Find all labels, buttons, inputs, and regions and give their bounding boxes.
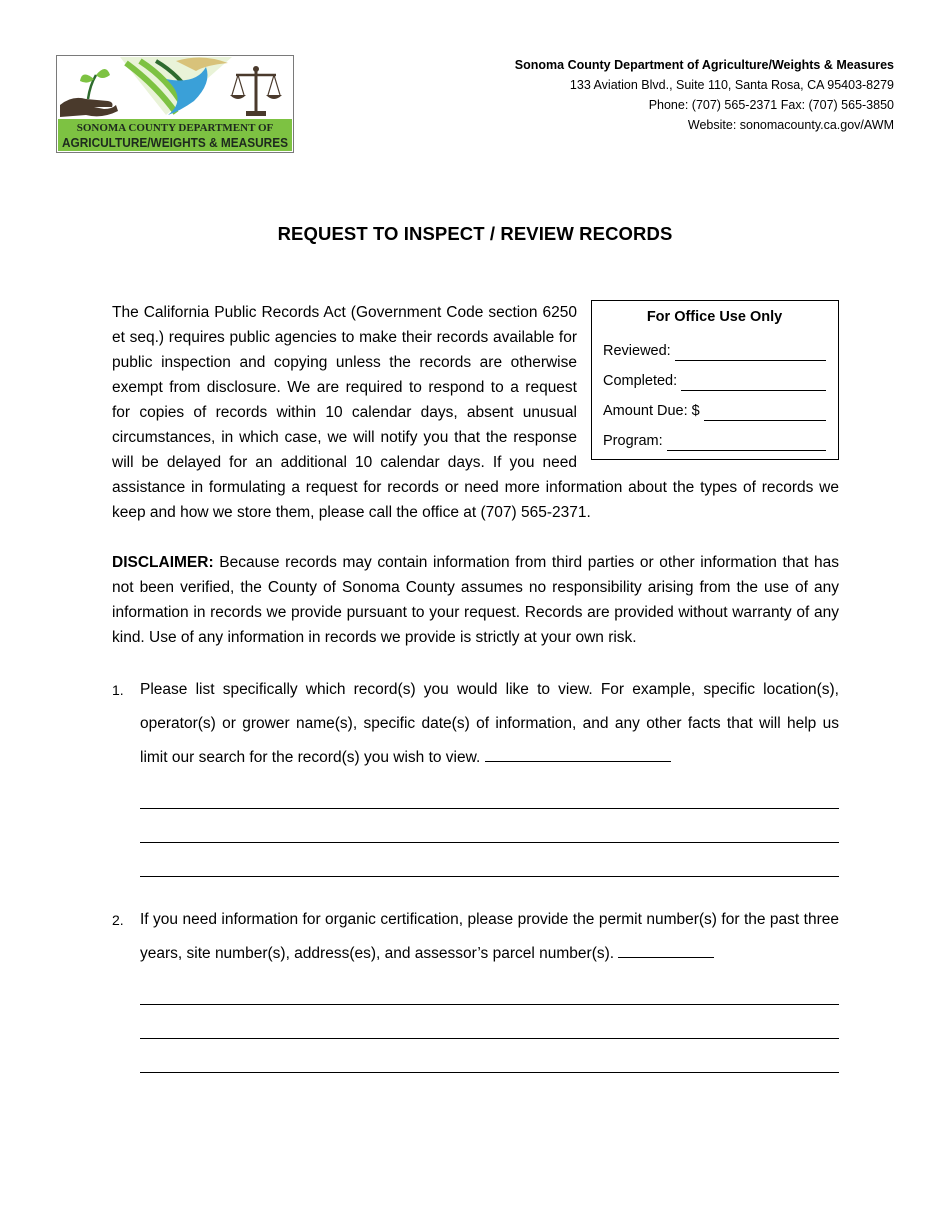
- phone-fax: Phone: (707) 565-2371 Fax: (707) 565-3850: [648, 98, 894, 112]
- logo-line-1: SONOMA COUNTY DEPARTMENT OF: [76, 122, 274, 134]
- amount-due-row: [603, 391, 826, 421]
- program-label: Program:: [603, 433, 663, 449]
- office-use-box: [591, 300, 839, 460]
- completed-row: [603, 361, 826, 391]
- question-1-answer-line[interactable]: [140, 843, 839, 877]
- reviewed-field[interactable]: [675, 341, 826, 361]
- contact-block: [515, 55, 894, 135]
- question-1-answer-line[interactable]: [140, 809, 839, 843]
- question-2-answer-line[interactable]: [140, 1005, 839, 1039]
- question-2-answer-line[interactable]: [140, 971, 839, 1005]
- department-logo: [56, 55, 294, 153]
- amount-due-label: Amount Due: $: [603, 403, 700, 419]
- reviewed-row: [603, 331, 826, 361]
- website: Website: sonomacounty.ca.gov/AWM: [687, 118, 894, 132]
- question-1-text: Please list specifically which record(s) you would like to view. For example, specific location(s), operator(s) or grower name(s), specific date(s) of information, and any other facts that will help us limit our search for the record(s) you wish to view.: [140, 681, 839, 766]
- reviewed-label: Reviewed:: [603, 343, 671, 359]
- disclaimer-paragraph: [112, 550, 839, 650]
- question-1-answer-start[interactable]: [485, 745, 671, 762]
- amount-due-field[interactable]: [704, 401, 826, 421]
- office-use-heading: For Office Use Only: [646, 309, 783, 325]
- intro-paragraph: The California Public Records Act (Government Code section 6250 et seq.) requires public agencies to make their records available for public inspection and copying unless the records are otherwise exempt from disclosure. We are required to respond to a request for copies of records within 10 calendar days, absent unusual circumstances, in which case, we will notify you that the response will be delayed for an additional 10 calendar days. If you need assistance in formulating a request for records or need more information about the types of records we keep and how we store them, please call the office at (707) 565-2371.: [112, 304, 839, 521]
- disclaimer-label: DISCLAIMER:: [112, 554, 214, 571]
- question-2-answer-start[interactable]: [618, 941, 714, 958]
- completed-label: Completed:: [603, 373, 678, 389]
- program-field[interactable]: [667, 431, 826, 451]
- question-2-number: 2.: [112, 912, 124, 928]
- form-body: [112, 300, 839, 1073]
- address: 133 Aviation Blvd., Suite 110, Santa Rosa, CA 95403-8279: [569, 78, 894, 92]
- question-1: [112, 673, 839, 775]
- org-name: Sonoma County Department of Agriculture/Weights & Measures: [514, 58, 894, 72]
- question-2-text: If you need information for organic certification, please provide the permit number(s) for the past three years, site number(s), address(es), and assessor’s parcel number(s).: [140, 911, 839, 962]
- question-2-answer-line[interactable]: [140, 1039, 839, 1073]
- logo-line-2: AGRICULTURE/WEIGHTS & MEASURES: [62, 136, 288, 150]
- program-row: [603, 421, 826, 451]
- completed-field[interactable]: [681, 371, 826, 391]
- question-1-number: 1.: [112, 682, 124, 698]
- question-2: [112, 903, 839, 971]
- disclaimer-text: Because records may contain information from third parties or other information that has not been verified, the County of Sonoma County assumes no responsibility arising from the use of any information in records we provide pursuant to your request. Records are provided without warranty of any kind. Use of any information in records we provide is strictly at your own risk.: [112, 554, 839, 646]
- question-1-answer-line[interactable]: [140, 775, 839, 809]
- page-title: REQUEST TO INSPECT / REVIEW RECORDS: [277, 223, 673, 244]
